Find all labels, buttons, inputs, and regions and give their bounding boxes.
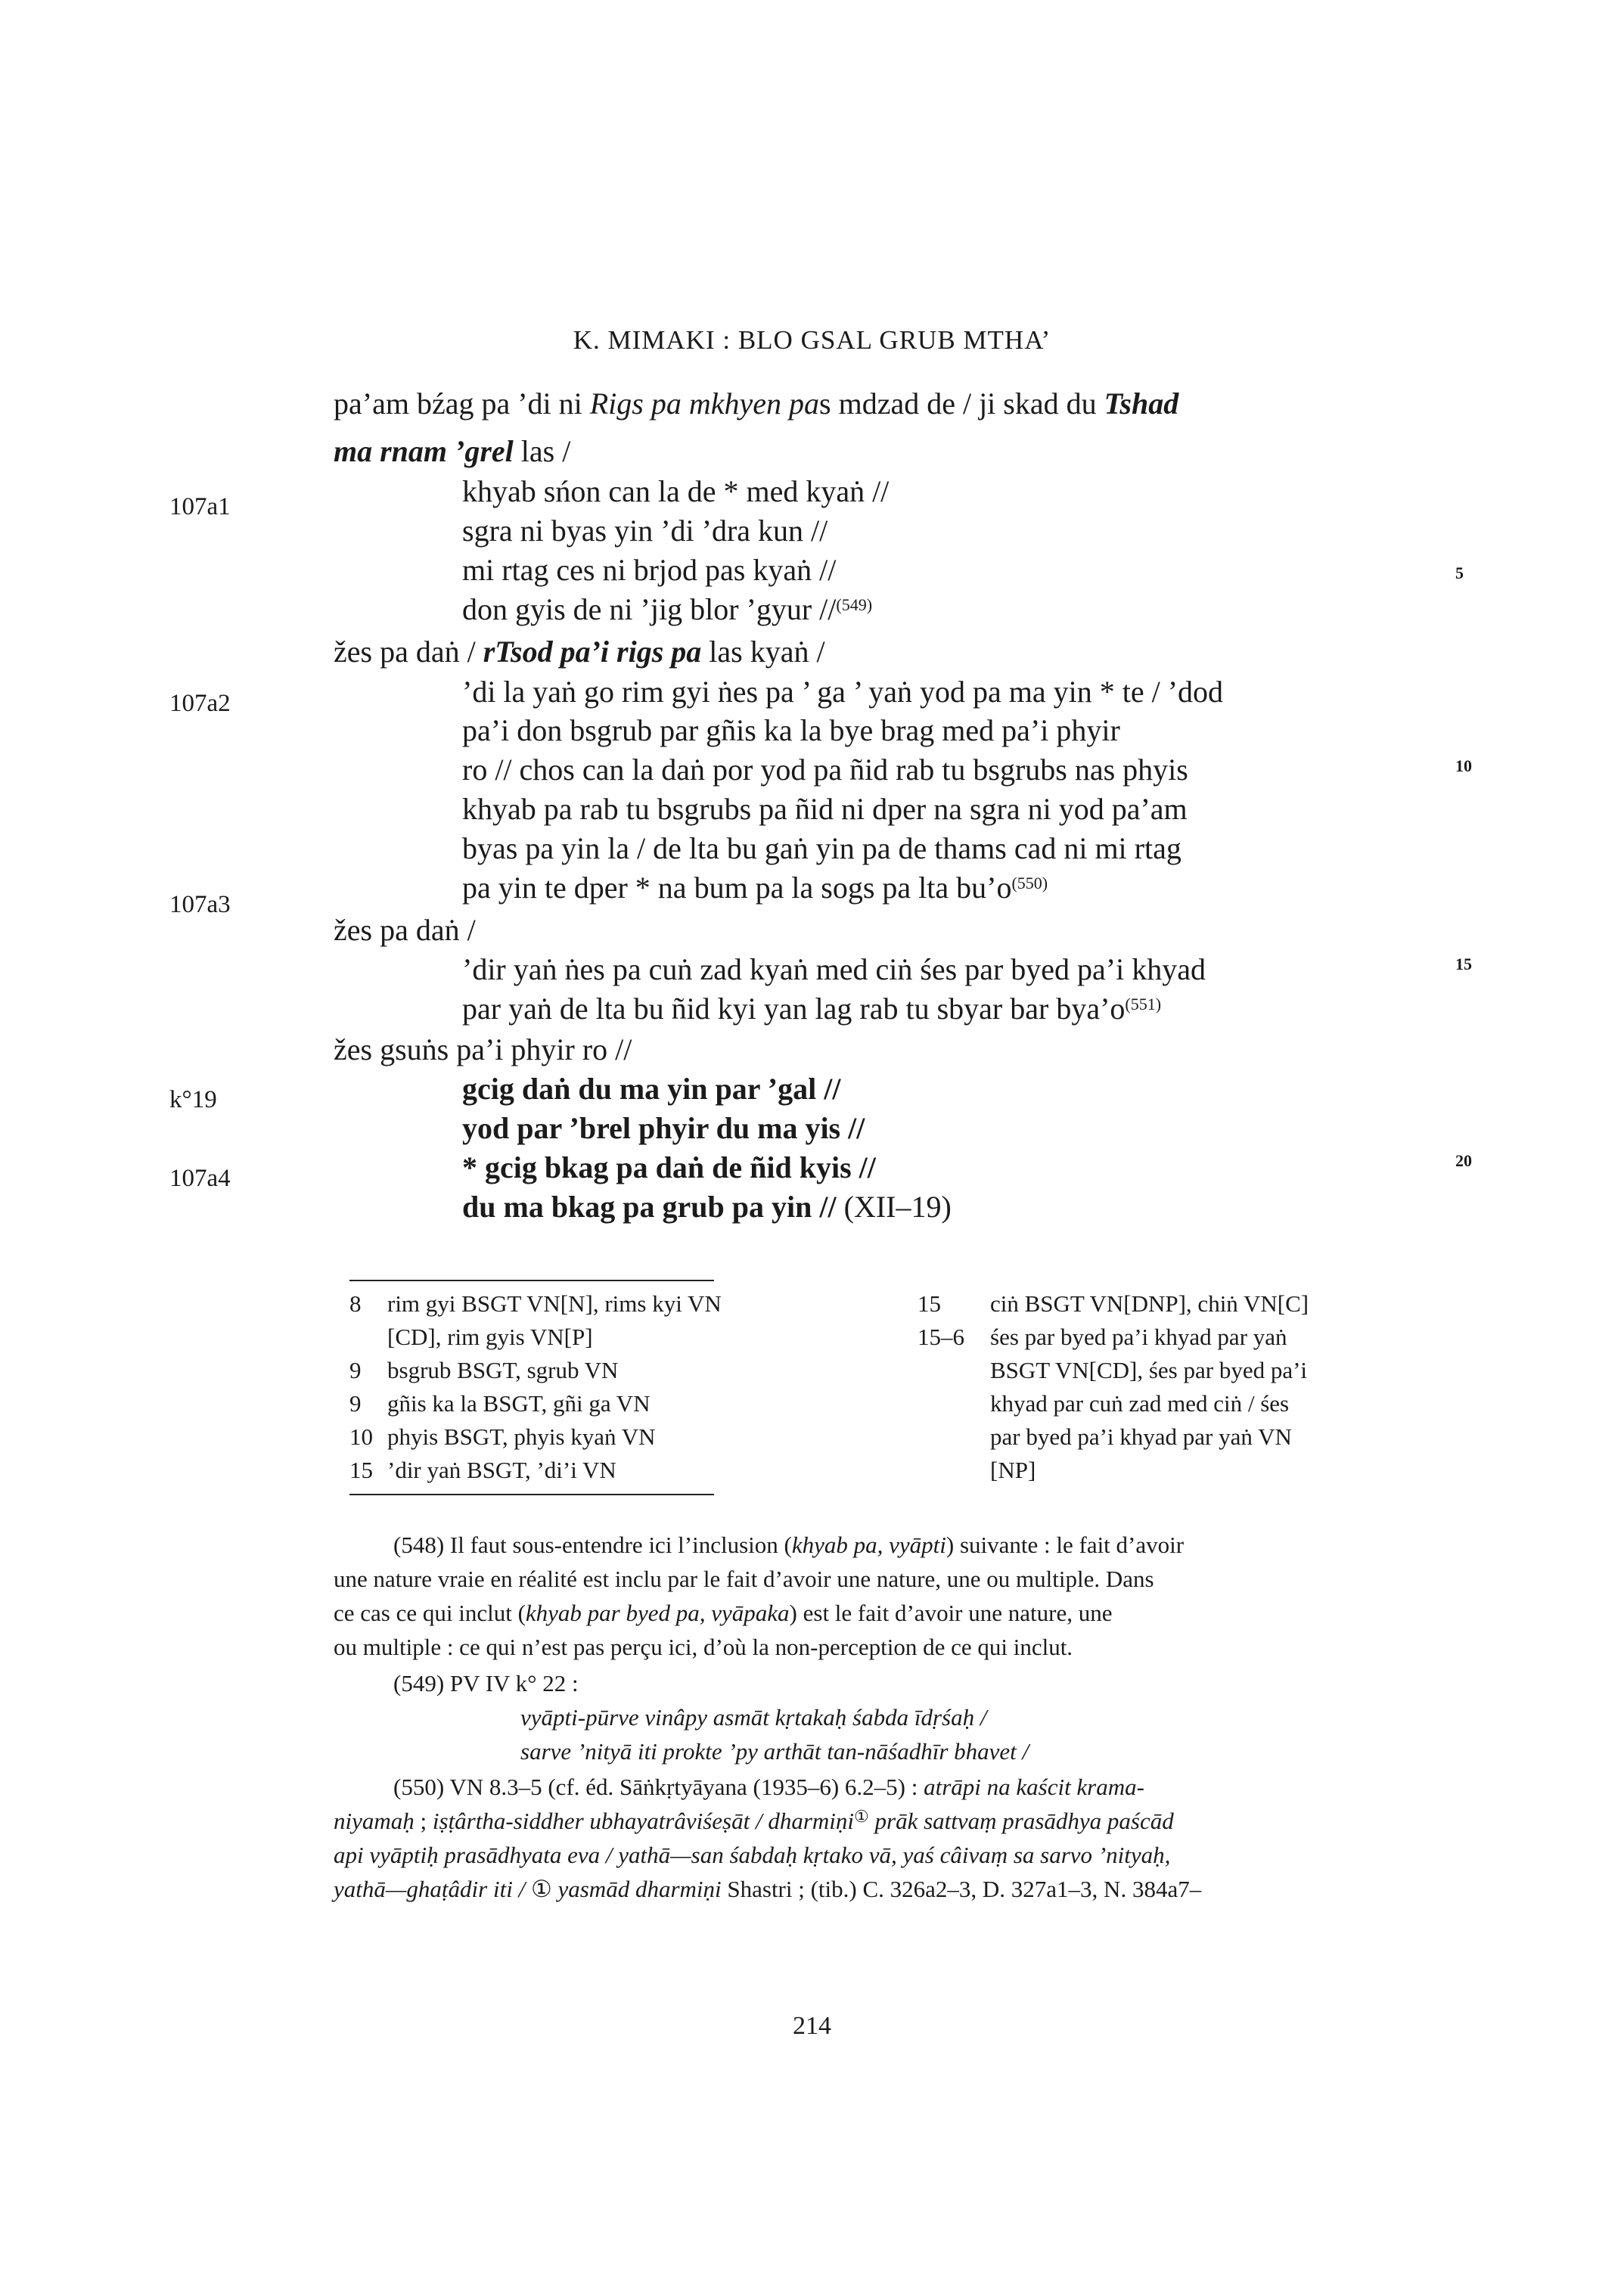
text-line: ’dir yaṅ ṅes pa cuṅ zad kyaṅ med ciṅ śes par byed pa’i khyad <box>462 952 1206 986</box>
running-header: K. MIMAKI : BLO GSAL GRUB MTHA’ <box>573 325 1051 355</box>
line-number: 5 <box>1455 563 1464 582</box>
variant-left: [CD], rim gyis VN[P] <box>387 1324 593 1350</box>
variant-right: par byed pa’i khyad par yaṅ VN <box>990 1423 1292 1450</box>
variant-right: khyad par cuṅ zad med ciṅ / śes <box>990 1390 1290 1417</box>
variant-left: 9 gñis ka la BSGT, gñi ga VN <box>349 1390 651 1417</box>
text-line-1: pa’am bźag pa ’di ni Rigs pa mkhyen pas mdzad de / ji skad du Tshad <box>334 386 1179 421</box>
footnote-550-line: niyamaḥ ; iṣṭârtha-siddher ubhayatrâviśeṣāt / dharmiṇi① prāk sattvaṃ prasādhya paścād <box>334 1807 1174 1834</box>
verse-line: sgra ni byas yin ’di ’dra kun // <box>462 514 828 548</box>
footnote-ref: (549) <box>836 595 873 614</box>
footnote-548-line: (548) Il faut sous-entendre ici l’inclusion (khyab pa, vyāpti) suivante : le fait d’avoir <box>393 1532 1185 1558</box>
text-line: pa’i don bsgrub par gñis ka la bye brag med pa’i phyir <box>462 713 1120 747</box>
text-line: ’di la yaṅ go rim gyi ṅes pa ’ ga ’ yaṅ yod pa ma yin * te / ’dod <box>462 675 1224 709</box>
footnote-549-verse: sarve ’nityā iti prokte ’py arthāt tan-nāśadhīr bhavet / <box>520 1738 1029 1765</box>
verse-line: mi rtag ces ni brjod pas kyaṅ // <box>462 553 837 587</box>
text-line: žes gsuṅs pa’i phyir ro // <box>334 1032 632 1066</box>
footnote-549-verse: vyāpti-pūrve vinâpy asmāt kṛtakaḥ śabda īdṛśaḥ / <box>520 1704 987 1731</box>
text-line: par yaṅ de lta bu ñid kyi yan lag rab tu sbyar bar $bya’o^{(551)}$ <box>462 992 1162 1026</box>
footnote-550-line: api vyāptiḥ prasādhyata eva / yathā—san śabdaḥ kṛtako vā, yaś câivaṃ sa sarvo ’nityaḥ, <box>334 1842 1171 1868</box>
footnote-ref: (551) <box>1125 995 1162 1014</box>
variant-left: 9 bsgrub BSGT, sgrub VN <box>349 1357 619 1383</box>
variant-right: [NP] <box>990 1457 1036 1483</box>
line-number: 15 <box>1455 955 1472 973</box>
verse-line: don gyis de ni ’jig blor ’gyur //$^{(549)}$ <box>462 592 873 626</box>
line-number: 20 <box>1455 1151 1472 1170</box>
margin-ref: 107a4 <box>169 1165 231 1192</box>
margin-ref: 107a2 <box>169 690 231 717</box>
footnote-548-line: une nature vraie en réalité est inclu par le fait d’avoir une nature, une ou multiple. Dans <box>334 1566 1154 1592</box>
text-line-2: ma rnam ’grel las / <box>334 434 571 468</box>
variant-left: 8 rim gyi BSGT VN[N], rims kyi VN <box>349 1290 722 1317</box>
bold-verse-line: yod par ’brel phyir du ma yis // <box>462 1111 865 1145</box>
apparatus-rule-bottom <box>349 1494 714 1495</box>
text-line: žes pa daṅ / <box>334 913 476 947</box>
verse-line: khyab sńon can la de * med kyaṅ // <box>462 474 890 508</box>
line-number: 10 <box>1455 756 1472 775</box>
margin-ref: 107a3 <box>169 891 231 918</box>
footnote-550-line: (550) VN 8.3–5 (cf. éd. Sāṅkṛtyāyana (1935–6) 6.2–5) : atrāpi na kaścit krama- <box>393 1774 1144 1800</box>
text-line: žes pa daṅ / rTsod pa’i rigs pa las kyaṅ / <box>334 635 825 669</box>
variant-left: 15 ’dir yaṅ BSGT, ’di’i VN <box>349 1457 616 1483</box>
text-line: khyab pa rab tu bsgrubs pa ñid ni dper na sgra ni yod pa’am <box>462 792 1188 826</box>
variant-right: BSGT VN[CD], śes par byed pa’i <box>990 1357 1308 1383</box>
text-line: byas pa yin la / de lta bu gaṅ yin pa de thams cad ni mi rtag <box>462 831 1182 865</box>
margin-ref: 107a1 <box>169 493 231 520</box>
bold-verse-line: * gcig bkag pa daṅ de ñid kyis // <box>462 1150 876 1184</box>
footnote-549-line: (549) PV IV k° 22 : <box>393 1670 579 1696</box>
variant-left: 10 phyis BSGT, phyis kyaṅ VN <box>349 1423 656 1450</box>
bold-verse-line: du ma bkag pa grub pa yin // (XII–19) <box>462 1190 952 1224</box>
footnote-548-line: ou multiple : ce qui n’est pas perçu ici, d’où la non-perception de ce qui inclut. <box>334 1634 1073 1660</box>
bold-verse-line: gcig daṅ du ma yin par ’gal // <box>462 1072 841 1106</box>
page-number: 214 <box>793 2012 831 2040</box>
text-line: ro // chos can la daṅ por yod pa ñid rab tu bsgrubs nas phyis <box>462 753 1188 787</box>
variant-right: 15 ciṅ BSGT VN[DNP], chiṅ VN[C] <box>918 1290 1309 1317</box>
apparatus-rule-top <box>349 1280 714 1281</box>
footnote-ref: (550) <box>1011 874 1048 892</box>
variant-right: 15–6 śes par byed pa’i khyad par yaṅ <box>918 1324 1287 1350</box>
text-line: pa yin te dper * na bum pa la sogs pa lta $bu’o^{(550)}$ <box>462 871 1048 905</box>
footnote-548-line: ce cas ce qui inclut (khyab par byed pa, vyāpaka) est le fait d’avoir une nature, une <box>334 1600 1113 1626</box>
footnote-550-line: yathā—ghaṭâdir iti / ① yasmād dharmiṇi Shastri ; (tib.) C. 326a2–3, D. 327a1–3, N. 384a7– <box>334 1876 1202 1902</box>
margin-ref: k°19 <box>169 1086 217 1113</box>
